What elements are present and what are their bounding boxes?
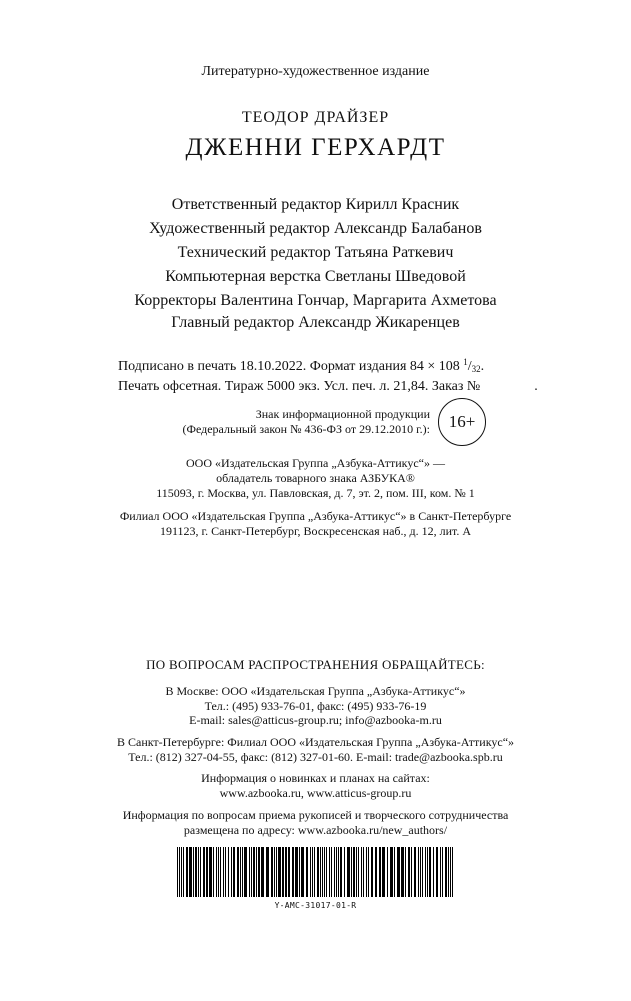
barcode-bar — [181, 847, 182, 897]
barcode-bar — [258, 847, 260, 897]
barcode-bar — [340, 847, 342, 897]
barcode-bar — [408, 847, 410, 897]
barcode-bar — [233, 847, 235, 897]
barcode-bar — [322, 847, 323, 897]
barcode-bar — [177, 847, 178, 897]
branch-name: Филиал ООО «Издательская Группа „Азбука-Аттикус“» в Санкт-Петербурге — [119, 509, 512, 523]
barcode-bar — [242, 847, 243, 897]
barcode-label: Y-AMC-31017-01-R — [274, 901, 357, 910]
barcode-bar — [240, 847, 241, 897]
print-details — [118, 353, 538, 396]
info-label-line-1: Знак информационной продукции — [255, 407, 430, 421]
barcode-bar — [295, 847, 298, 897]
barcode-bar — [292, 847, 294, 897]
barcode-bar — [195, 847, 197, 897]
barcode-bar — [326, 847, 327, 897]
barcode-bar — [256, 847, 257, 897]
barcode-bar — [351, 847, 352, 897]
barcode-bar — [427, 847, 428, 897]
barcode-bar — [216, 847, 217, 897]
barcode-bar — [206, 847, 208, 897]
manuscripts-line-2: размещена по адресу: www.azbooka.ru/new_authors/ — [183, 822, 448, 837]
news-sites: www.azbooka.ru, www.atticus-group.ru — [219, 785, 412, 800]
barcode-bar — [353, 847, 355, 897]
barcode-bar — [433, 847, 434, 897]
barcode-bar — [209, 847, 212, 897]
publisher-block — [0, 456, 631, 501]
barcode-bar — [251, 847, 252, 897]
book-title: ДЖЕННИ ГЕРХАРДТ — [185, 134, 446, 161]
barcode-bar — [203, 847, 205, 897]
barcode-bar — [249, 847, 250, 897]
barcode-bar — [448, 847, 449, 897]
barcode-bar — [450, 847, 451, 897]
order-period: . — [534, 379, 538, 394]
barcode-bar — [220, 847, 221, 897]
info-label-line-2: (Федеральный закон № 436-ФЗ от 29.12.2010 г.): — [182, 422, 430, 436]
barcode-bar — [261, 847, 264, 897]
barcode-bar — [418, 847, 419, 897]
moscow-line-1: В Москве: ООО «Издательская Группа „Азбука-Аттикус“» — [165, 684, 466, 698]
barcode-bar — [347, 847, 350, 897]
moscow-phone: Тел.: (495) 933-76-01, факс: (495) 933-76-19 — [204, 698, 427, 713]
barcode-bar — [401, 847, 404, 897]
fraction-numerator: 1 — [463, 357, 468, 367]
barcode-bar — [405, 847, 406, 897]
info-product-label — [172, 407, 430, 437]
credits-block — [0, 193, 631, 313]
barcode-bar — [231, 847, 232, 897]
barcode-bar — [179, 847, 180, 897]
barcode-bar — [394, 847, 395, 897]
barcode-bar — [445, 847, 447, 897]
barcode-bar — [368, 847, 369, 897]
barcode-bar — [244, 847, 247, 897]
barcode-bar — [223, 847, 224, 897]
barcode-bar — [338, 847, 339, 897]
barcode-bar — [390, 847, 393, 897]
barcode-bar — [344, 847, 345, 897]
barcode-bar — [228, 847, 229, 897]
barcode-bar — [282, 847, 284, 897]
fraction-denominator: 32 — [471, 364, 481, 374]
print-run: Печать офсетная. Тираж 5000 экз. Усл. печ. л. 21,84. Заказ № — [118, 379, 481, 394]
barcode-bar — [314, 847, 315, 897]
barcode-bar — [411, 847, 412, 897]
print-line-1: Подписано в печать 18.10.2022. Формат издания 84 × 108 $^1/_{32}$. — [118, 357, 485, 374]
barcode-bar — [361, 847, 362, 897]
chief-editor: Главный редактор Александр Жикаренцев — [171, 314, 460, 331]
credit-executive-editor: Ответственный редактор Кирилл Красник — [171, 196, 460, 213]
age-rating-text: 16+ — [448, 412, 476, 431]
branch-address: 191123, г. Санкт-Петербург, Воскресенская наб., д. 12, лит. А — [159, 524, 472, 538]
barcode-bar — [198, 847, 199, 897]
barcode-bar — [429, 847, 431, 897]
barcode-bar — [324, 847, 325, 897]
spb-phone: Тел.: (812) 327-04-55, факс: (812) 327-01-60. E-mail: trade@azbooka.spb.ru — [128, 749, 503, 764]
barcode-bar — [436, 847, 438, 897]
barcode-bar — [440, 847, 441, 897]
barcode-bar — [299, 847, 300, 897]
spb-line-1: В Санкт-Петербурге: Филиал ООО «Издательская Группа „Азбука-Аттикус“» — [116, 735, 515, 749]
spb-contacts — [0, 735, 631, 764]
manuscripts-info — [0, 808, 631, 837]
distribution-heading: ПО ВОПРОСАМ РАСПРОСТРАНЕНИЯ ОБРАЩАЙТЕСЬ: — [146, 657, 485, 672]
barcode-bar — [274, 847, 275, 897]
barcode-bar — [358, 847, 359, 897]
barcode-bar — [382, 847, 385, 897]
barcode-bar — [271, 847, 273, 897]
barcode-bar — [397, 847, 400, 897]
moscow-contacts — [0, 684, 631, 728]
news-info — [0, 771, 631, 800]
barcode-bar — [452, 847, 453, 897]
barcode-bar — [301, 847, 304, 897]
barcode-bar — [414, 847, 416, 897]
publisher-trademark: обладатель товарного знака АЗБУКА® — [216, 471, 415, 485]
barcode-bar — [183, 847, 184, 897]
barcode-bar — [312, 847, 313, 897]
fraction-period: . — [480, 359, 485, 374]
barcode-bar — [253, 847, 255, 897]
publisher-address: 115093, г. Москва, ул. Павловская, д. 7, эт. 2, пом. III, ком. № 1 — [156, 486, 475, 500]
barcode-bar — [329, 847, 330, 897]
barcode — [177, 847, 455, 897]
barcode-bar — [422, 847, 423, 897]
credit-art-editor: Художественный редактор Александр Балабанов — [149, 220, 482, 237]
barcode-bar — [200, 847, 201, 897]
barcode-bar — [288, 847, 290, 897]
print-line-2 — [118, 378, 538, 396]
credit-proofreaders: Корректоры Валентина Гончар, Маргарита Ахметова — [134, 292, 497, 309]
barcode-bar — [276, 847, 277, 897]
barcode-bar — [387, 847, 388, 897]
barcode-bar — [375, 847, 377, 897]
barcode-bar — [218, 847, 219, 897]
barcode-bar — [189, 847, 192, 897]
news-line-1: Информация о новинках и планах на сайтах: — [201, 771, 430, 785]
barcode-bar — [379, 847, 381, 897]
barcode-bar — [285, 847, 287, 897]
barcode-bar — [425, 847, 426, 897]
barcode-bar — [320, 847, 321, 897]
barcode-bar — [278, 847, 281, 897]
barcode-bar — [334, 847, 335, 897]
barcode-bar — [363, 847, 364, 897]
barcode-bar — [317, 847, 319, 897]
manuscripts-line-1: Информация по вопросам приема рукописей и творческого сотрудничества — [122, 808, 509, 822]
barcode-bar — [331, 847, 332, 897]
credit-technical-editor: Технический редактор Татьяна Раткевич — [177, 244, 454, 261]
barcode-bar — [225, 847, 226, 897]
barcode-bar — [193, 847, 194, 897]
print-format: Подписано в печать 18.10.2022. Формат издания 84 × 108 — [118, 359, 460, 374]
barcode-bar — [356, 847, 357, 897]
barcode-bar — [213, 847, 214, 897]
age-rating-badge — [438, 398, 486, 446]
barcode-bar — [336, 847, 337, 897]
branch-block — [0, 509, 631, 539]
barcode-bar — [371, 847, 373, 897]
barcode-bar — [420, 847, 421, 897]
credit-layout: Компьютерная верстка Светланы Шведовой — [165, 268, 466, 285]
genre-line: Литературно-художественное издание — [201, 64, 430, 79]
moscow-email: E-mail: sales@atticus-group.ru; info@azbooka-m.ru — [189, 713, 442, 727]
barcode-bar — [310, 847, 311, 897]
barcode-bar — [442, 847, 443, 897]
barcode-bar — [266, 847, 269, 897]
author-name: ТЕОДОР ДРАЙЗЕР — [241, 109, 390, 126]
barcode-bar — [186, 847, 188, 897]
barcode-bar — [237, 847, 239, 897]
publisher-name: ООО «Издательская Группа „Азбука-Аттикус“» — — [186, 456, 445, 470]
barcode-bar — [306, 847, 308, 897]
barcode-bar — [366, 847, 367, 897]
